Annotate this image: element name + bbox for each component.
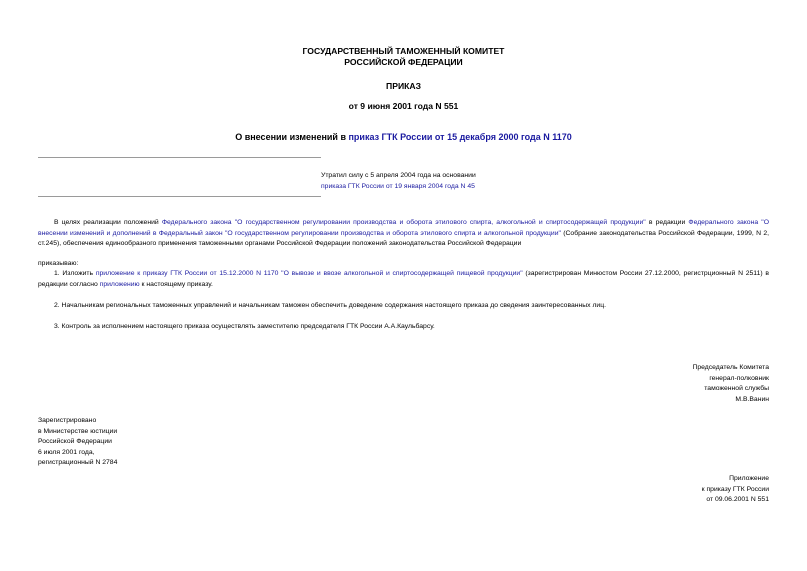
order-item-2: 2. Начальникам региональных таможенных управлений и начальникам таможен обеспечить доведение содержания настоящего приказа до сведения заинтересованных лиц. <box>54 302 606 309</box>
divider-top <box>38 157 321 158</box>
appendix-line-1: Приложение <box>729 475 769 482</box>
authority-line-2: РОССИЙСКОЙ ФЕДЕРАЦИИ <box>344 57 463 67</box>
document-date-number: от 9 июня 2001 года N 551 <box>348 101 459 111</box>
appendix-header <box>702 474 769 506</box>
signature-line-1: Председатель Комитета <box>692 364 769 371</box>
title-prefix: О внесении изменений в <box>235 132 349 142</box>
status-note-text: Утратил силу с 5 апреля 2004 года на основании <box>321 172 476 179</box>
registration-line-2: в Министерстве юстиции <box>38 427 118 435</box>
order-item-3: 3. Контроль за исполнением настоящего приказа осуществлять заместителю председателя ГТК России А.А.Каульбарсу. <box>54 323 435 330</box>
preamble-text-2: в редакции <box>645 219 689 226</box>
federal-law-link[interactable]: Федерального закона "О государственном регулировании производства и оборота этилового спирта, алкогольной и спиртосодержащей продукции" <box>161 219 646 226</box>
issuing-authority <box>0 46 807 68</box>
registration-line-1: Зарегистрировано <box>38 417 97 424</box>
item1-text-2: (зарегистрирован Минюстом России 27.12.2000, регистрционный N 2511) в редакции согласно <box>38 270 769 288</box>
order-verb: приказываю: <box>38 260 79 267</box>
divider-bottom <box>38 196 321 197</box>
item1-text-1: 1. Изложить <box>54 270 96 277</box>
signature-line-2: генерал-полковник <box>709 374 769 382</box>
registration-line-3: Российской Федерации <box>38 438 112 445</box>
amending-law-link[interactable]: Федерального закона "О внесении изменений и дополнений в Федеральный закон "О государственном регулировании производства и оборота этилового спирта и алкогольной продукции" <box>38 219 769 237</box>
registration-line-4: 6 июля 2001 года, <box>38 448 95 456</box>
status-note <box>321 170 476 192</box>
preamble-text-1: В целях реализации положений <box>54 219 162 226</box>
registration-block <box>38 416 117 469</box>
registration-line-5: регистрационный N 2784 <box>38 459 118 466</box>
document-title <box>0 132 807 142</box>
preamble-paragraph <box>38 218 769 250</box>
authority-line-1: ГОСУДАРСТВЕННЫЙ ТАМОЖЕННЫЙ КОМИТЕТ <box>302 46 505 56</box>
signature-line-4: М.В.Ванин <box>735 395 769 403</box>
appendix-line-3: от 09.06.2001 N 551 <box>706 496 769 503</box>
preamble-text-3: (Собрание законодательства Российской Федерации, 1999, N 2, ст.245), обеспечения единообразного применения таможенными органами Российской Федерации положений законодательства Российской Федерации <box>38 229 769 247</box>
appendix-link[interactable]: приложению <box>99 280 140 288</box>
item1-text-3: к настоящему приказу. <box>139 280 213 288</box>
signature-block <box>693 363 770 405</box>
repeal-order-link[interactable]: приказа ГТК России от 19 января 2004 года N 45 <box>321 183 475 190</box>
appendix-order-link[interactable]: приложение к приказу ГТК России от 15.12.2000 N 1170 "О вывозе и ввозе алкогольной и спиртосодержащей пищевой продукции" <box>95 270 523 277</box>
amended-order-link[interactable]: приказ ГТК России от 15 декабря 2000 года N 1170 <box>348 132 572 142</box>
order-item-1 <box>38 269 769 290</box>
appendix-line-2: к приказу ГТК России <box>701 485 769 493</box>
signature-line-3: таможенной службы <box>704 385 769 392</box>
document-type: ПРИКАЗ <box>386 81 421 91</box>
